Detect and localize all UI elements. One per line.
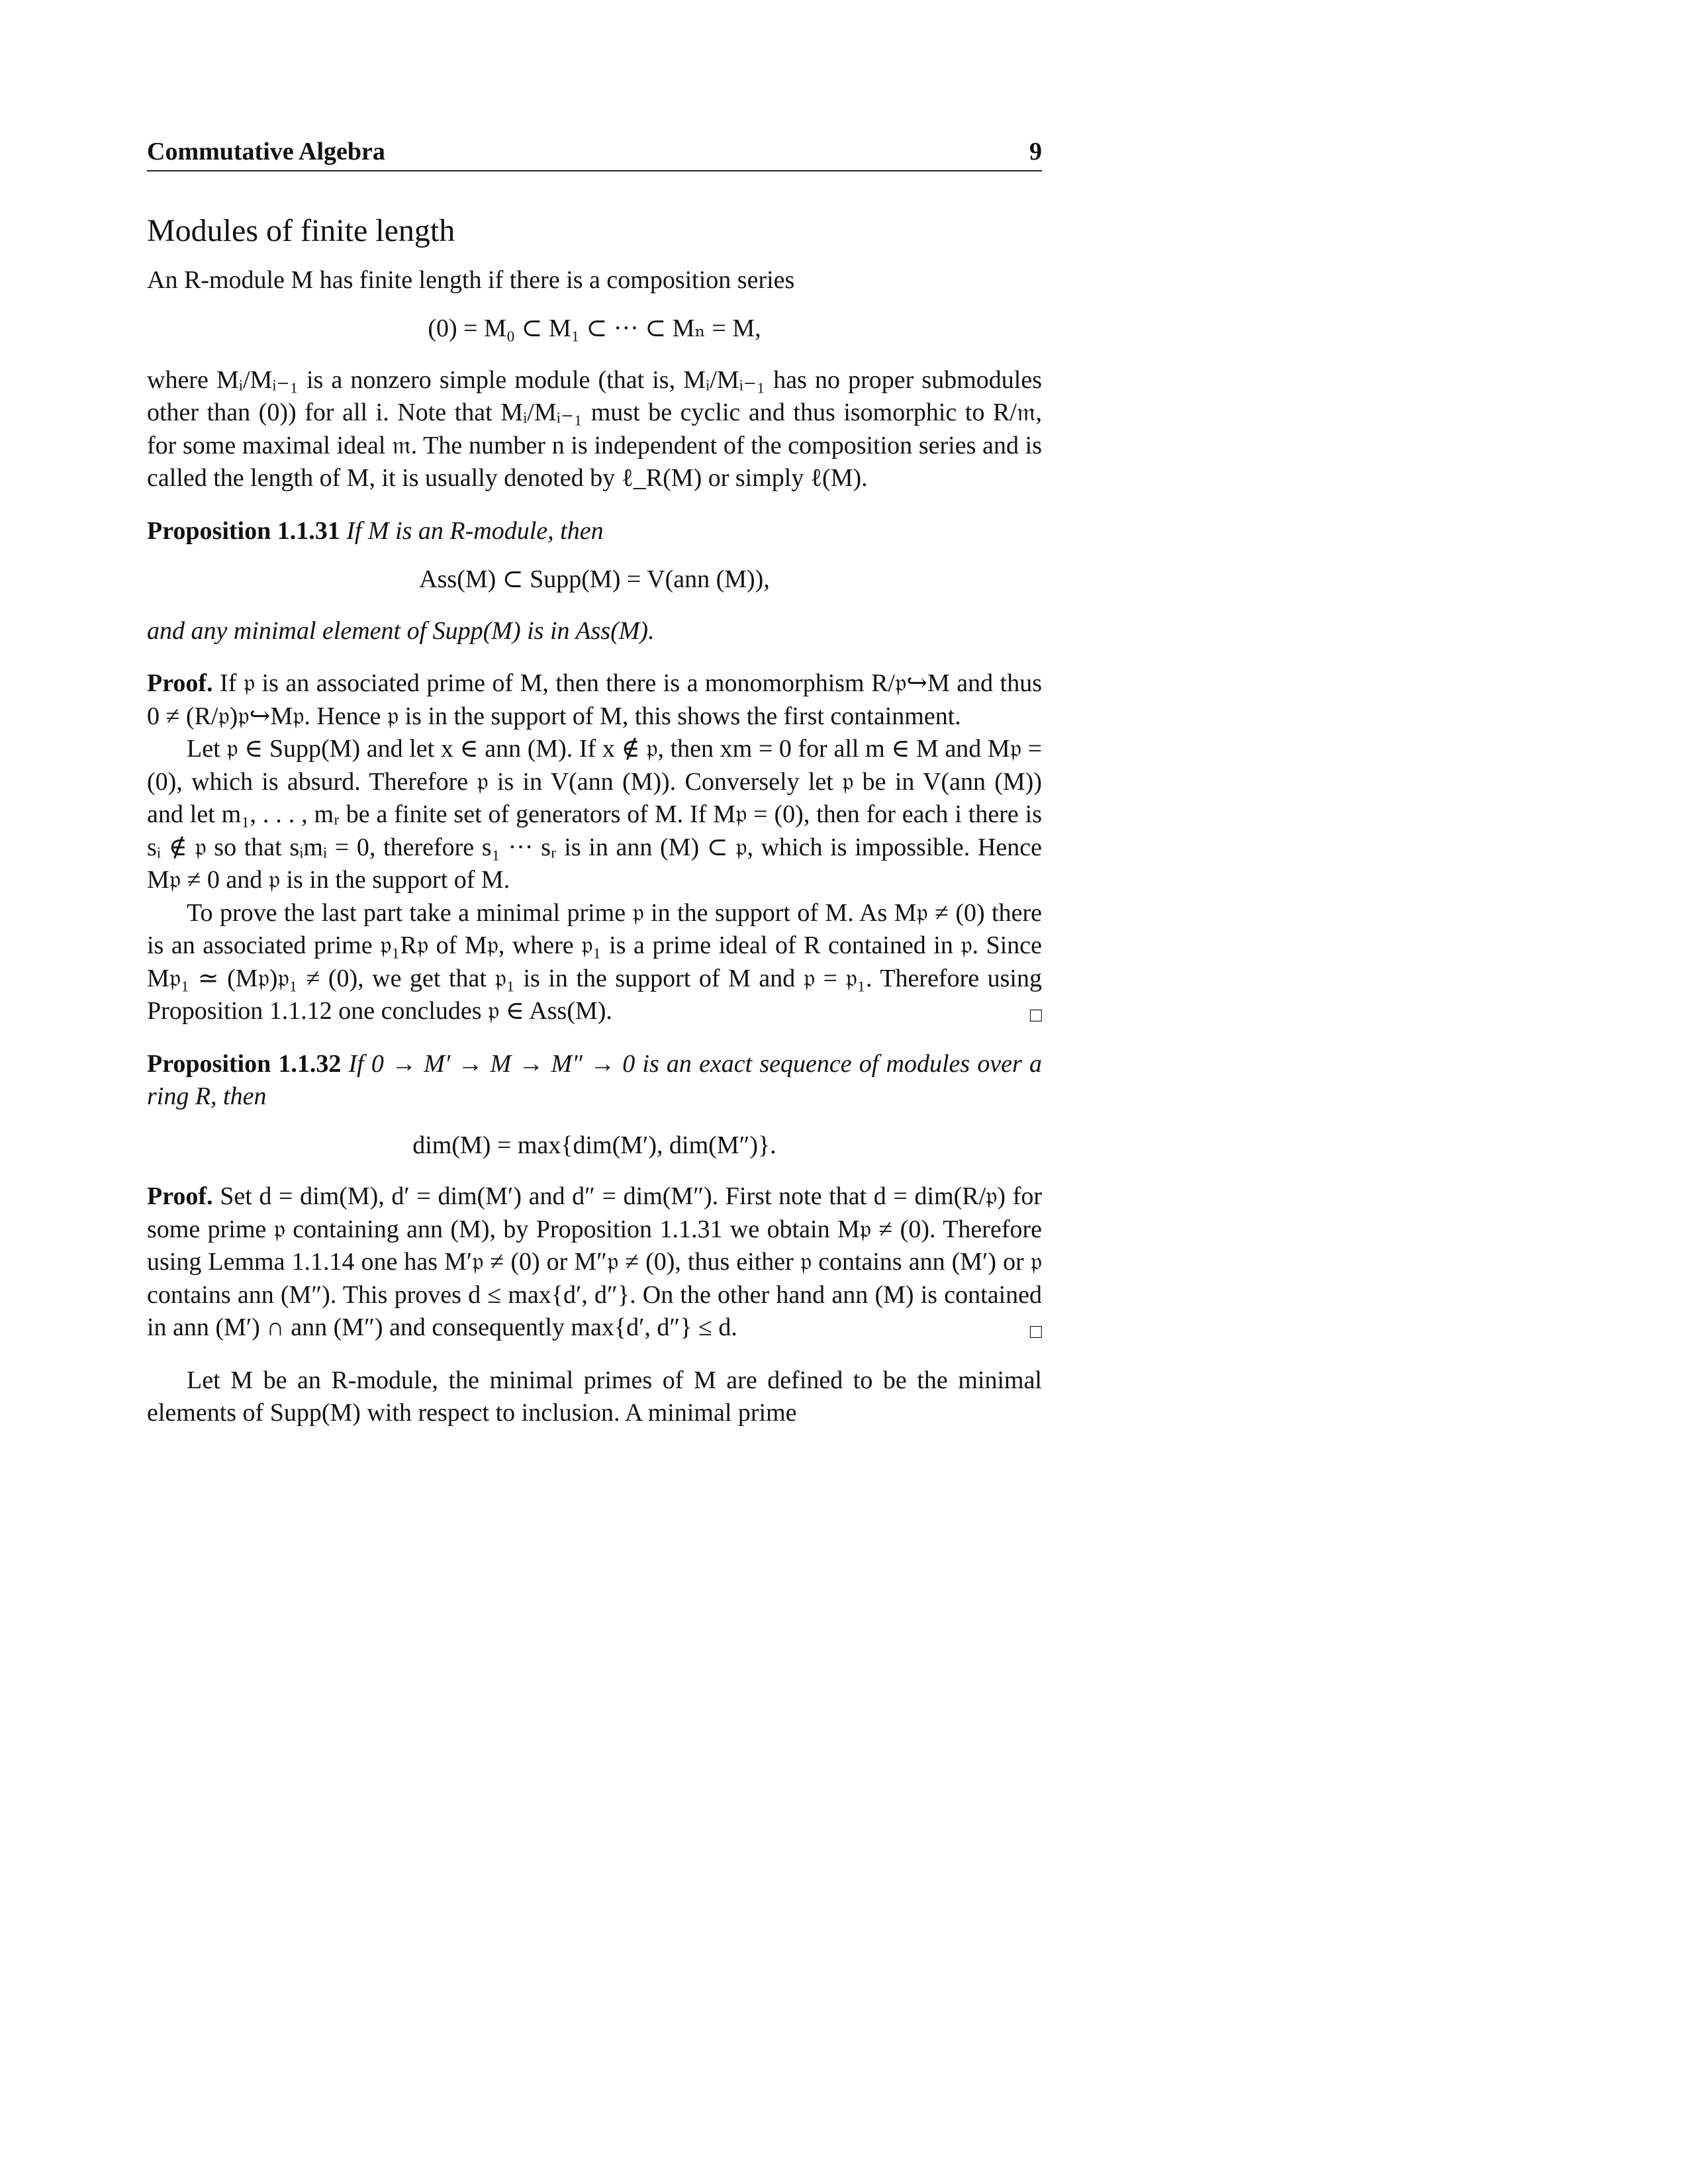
proof-1-1-31-para-3 [147,897,1042,1028]
section-title: Modules of finite length [147,213,455,248]
proof-1-1-31-para-1 [147,667,1042,733]
intro-paragraph: An R-module M has finite length if there is a composition series [147,265,795,294]
minimal-primes-paragraph: Let M be an R-module, the minimal primes of M are defined to be the minimal elements of Supp(M) with respect to inclusion. A minimal prime [147,1366,1042,1427]
ass-supp-equation: Ass(M) ⊂ Supp(M) = V(ann (M)), [419,565,770,593]
proposition-1-1-31-tail: and any minimal element of Supp(M) is in Ass(M). [147,616,655,645]
proof-label: Proof. [147,669,213,697]
proof-1-1-32-text-1: Set d = dim(M), d′ = dim(M′) and d″ = dim(M″). First note that d = dim(R/𝔭) for some prime 𝔭 containing ann (M), by Proposition 1.1.31 we obtain M𝔭 ≠ (0). Therefore using Lemma 1.1.14 one has M′𝔭 ≠ (0) or M″𝔭 ≠ (0), thus either 𝔭 contains ann (M′) or 𝔭 contains ann (M″). This proves d ≤ max{d′, d″}. On the other hand ann (M) is contained in ann (M′) ∩ ann (M″) and consequently max{d′, d″} ≤ d. [147,1182,1042,1341]
proof-label: Proof. [147,1182,213,1210]
proof-1-1-31-para-2: Let 𝔭 ∈ Supp(M) and let x ∈ ann (M). If x ∉ 𝔭, then xm = 0 for all m ∈ M and M𝔭 = (0), which is absurd. Therefore 𝔭 is in V(ann (M)). Conversely let 𝔭 be in V(ann (M)) and let m₁, . . . , mᵣ be a finite set of generators of M. If M𝔭 = (0), then for each i there is sᵢ ∉ 𝔭 so that sᵢmᵢ = 0, therefore s₁ ··· sᵣ is in ann (M) ⊂ 𝔭, which is impossible. Hence M𝔭 ≠ 0 and 𝔭 is in the support of M. [147,735,1042,894]
proposition-1-1-31-statement: If M is an R-module, then [346,516,604,545]
qed-box-icon: □ [1029,1004,1042,1026]
running-header-title: Commutative Algebra [147,138,385,166]
proposition-1-1-31-label: Proposition 1.1.31 [147,516,340,545]
proposition-1-1-32-label: Proposition 1.1.32 [147,1049,342,1078]
length-definition-paragraph: where Mᵢ/Mᵢ₋₁ is a nonzero simple module (that is, Mᵢ/Mᵢ₋₁ has no proper submodules other than (0)) for all i. Note that Mᵢ/Mᵢ₋₁ must be cyclic and thus isomorphic to R/𝔪, for some maximal ideal 𝔪. The number n is independent of the composition series and is called the length of M, it is usually denoted by ℓ_R(M) or simply ℓ(M). [147,365,1042,492]
proof-1-1-31-text-1: If 𝔭 is an associated prime of M, then there is a monomorphism R/𝔭↪M and thus 0 ≠ (R/𝔭)𝔭↪M𝔭. Hence 𝔭 is in the support of M, this shows the first containment. [147,669,1043,730]
qed-box-icon: □ [1029,1321,1042,1343]
composition-series-equation: (0) = M₀ ⊂ M₁ ⊂ ··· ⊂ Mₙ = M, [428,314,761,342]
proposition-1-1-32 [147,1048,1042,1114]
page-number: 9 [1029,138,1042,166]
dimension-equation: dim(M) = max{dim(M′), dim(M″)}. [412,1131,776,1159]
page-body [147,136,1042,1430]
proposition-1-1-32-statement: If 0 → M′ → M → M″ → 0 is an exact sequence of modules over a ring R, then [147,1049,1042,1110]
proof-1-1-32-para-1 [147,1180,1042,1345]
proof-1-1-31-text-3: To prove the last part take a minimal prime 𝔭 in the support of M. As M𝔭 ≠ (0) there is an associated prime 𝔭₁R𝔭 of M𝔭, where 𝔭₁ is a prime ideal of R contained in 𝔭. Since M𝔭₁ ≃ (M𝔭)𝔭₁ ≠ (0), we get that 𝔭₁ is in the support of M and 𝔭 = 𝔭₁. Therefore using Proposition 1.1.12 one concludes 𝔭 ∈ Ass(M). [147,898,1042,1025]
proposition-1-1-31 [147,515,1042,548]
running-header [147,136,1042,171]
